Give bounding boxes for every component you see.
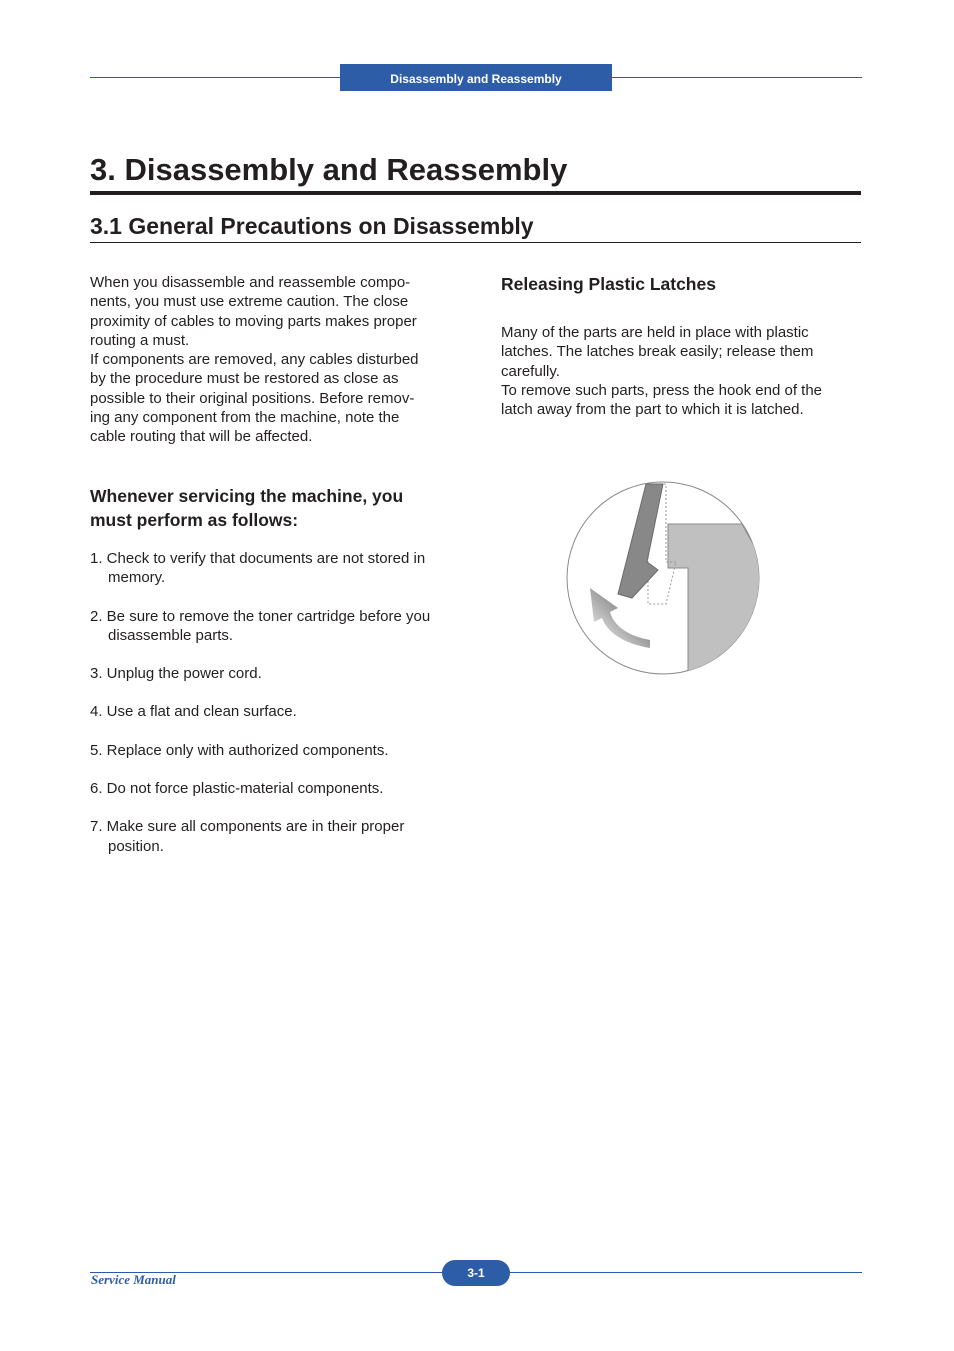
latches-heading: Releasing Plastic Latches bbox=[501, 274, 716, 294]
list-item: 3. Unplug the power cord. bbox=[90, 665, 262, 683]
footer-label: Service Manual bbox=[91, 1272, 176, 1287]
intro-line: nents, you must use extreme caution. The close bbox=[90, 293, 409, 311]
intro-line: routing a must. bbox=[90, 331, 190, 349]
latches-paragraph bbox=[501, 323, 861, 419]
list-item: 2. Be sure to remove the toner cartridge before you disassemble parts. bbox=[90, 607, 431, 644]
latches-line: Many of the parts are held in place with plastic bbox=[501, 324, 809, 341]
intro-line: proximity of cables to moving parts makes proper bbox=[90, 312, 417, 330]
latches-line: To remove such parts, press the hook end of the bbox=[501, 381, 823, 399]
list-item: 5. Replace only with authorized components. bbox=[90, 741, 389, 759]
intro-line: by the procedure must be restored as close as bbox=[90, 370, 399, 388]
intro-line: cable routing that will be affected. bbox=[90, 428, 313, 446]
list-item: 6. Do not force plastic-material components. bbox=[90, 780, 384, 798]
intro-line: possible to their original positions. Before remov- bbox=[90, 389, 415, 407]
servicing-heading-line: must perform as follows: bbox=[90, 509, 299, 530]
intro-line: ing any component from the machine, note the bbox=[90, 409, 400, 427]
list-item: 4. Use a flat and clean surface. bbox=[90, 703, 297, 721]
page-number-badge: 3-1 bbox=[442, 1260, 510, 1286]
servicing-heading-line: Whenever servicing the machine, you bbox=[90, 486, 404, 506]
intro-paragraph bbox=[90, 273, 460, 447]
servicing-heading bbox=[90, 485, 403, 532]
plastic-latch-figure bbox=[562, 480, 764, 680]
list-item: 7. Make sure all components are in their proper position. bbox=[90, 818, 405, 855]
section-title: 3.1 General Precautions on Disassembly bbox=[90, 213, 534, 239]
latches-line: carefully. bbox=[501, 362, 560, 380]
intro-line: When you disassemble and reassemble compo- bbox=[90, 274, 411, 291]
chapter-title-rule bbox=[90, 191, 861, 195]
intro-line: If components are removed, any cables disturbed bbox=[90, 351, 419, 369]
latches-line: latch away from the part to which it is latched. bbox=[501, 401, 804, 419]
latches-line: latches. The latches break easily; release them bbox=[501, 343, 814, 361]
servicing-steps-list bbox=[90, 549, 450, 875]
chapter-title: 3. Disassembly and Reassembly bbox=[90, 152, 568, 187]
section-title-rule bbox=[90, 242, 861, 243]
list-item: 1. Check to verify that documents are not stored in memory. bbox=[90, 550, 426, 587]
header-section-tab: Disassembly and Reassembly bbox=[340, 64, 612, 91]
